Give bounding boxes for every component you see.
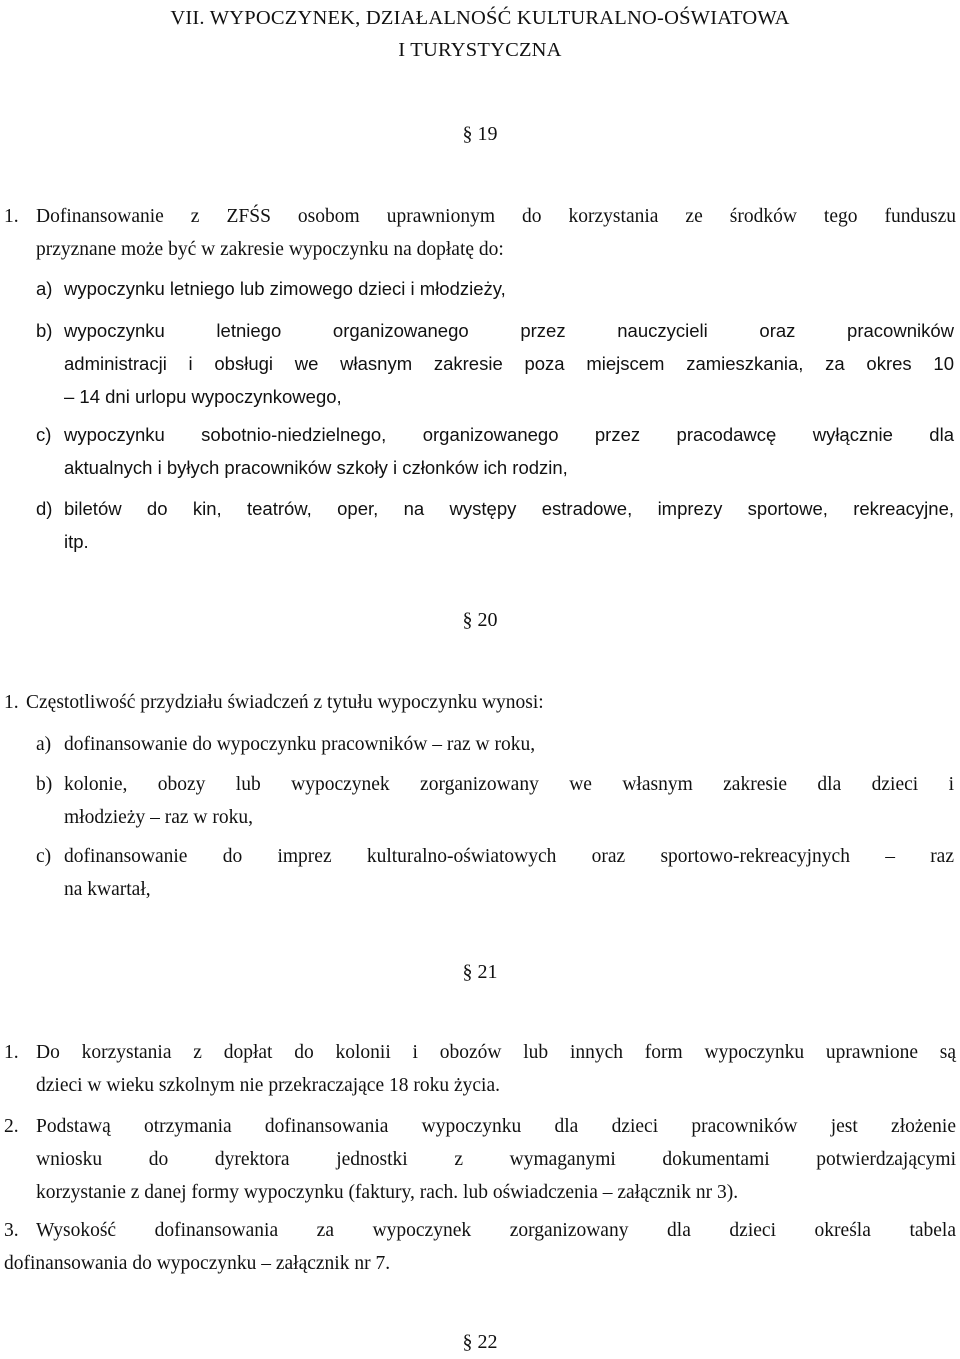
- text-line: wypoczynku letniego organizowanego przez nauczycieli oraz pracowników: [64, 320, 954, 341]
- text-line: dofinansowania do wypoczynku – załącznik nr 7.: [4, 1253, 391, 1274]
- text-line: młodzieży – raz w roku,: [64, 807, 253, 828]
- item-marker: 1.: [4, 206, 19, 227]
- paragraph-mark-19: § 19: [462, 123, 498, 145]
- s19-item-c: [64, 418, 954, 484]
- s20-item-b: [64, 768, 954, 834]
- text-line: dofinansowanie do wypoczynku pracowników – raz w roku,: [64, 734, 536, 755]
- text-line: administracji i obsługi we własnym zakresie poza miejscem zamieszkania, za okres 10: [64, 353, 954, 374]
- s19-item-b: [64, 314, 954, 347]
- s19-item-d: [64, 492, 954, 558]
- text-line: wniosku do dyrektora jednostki z wymaganymi dokumentami potwierdzającymi: [36, 1149, 956, 1170]
- s21-item-3-cont: [4, 1247, 956, 1280]
- text-line: biletów do kin, teatrów, oper, na występy estradowe, imprezy sportowe, rekreacyjne,: [64, 498, 954, 519]
- text-line: Dofinansowanie z ZFŚS osobom uprawnionym do korzystania ze środków tego funduszu: [36, 206, 956, 227]
- item-marker: a): [36, 278, 53, 299]
- s19-item-b-cont: [64, 347, 954, 413]
- item-marker: b): [36, 320, 53, 341]
- s21-item-3: [36, 1214, 956, 1247]
- text-line: Podstawą otrzymania dofinansowania wypoczynku dla dzieci pracowników jest złożenie: [36, 1116, 956, 1137]
- chapter-heading-line-2: I TURYSTYCZNA: [398, 39, 562, 61]
- text-line: – 14 dni urlopu wypoczynkowego,: [64, 386, 342, 407]
- s21-item-1: [36, 1036, 956, 1102]
- item-marker: c): [36, 424, 52, 445]
- text-line: wypoczynku letniego lub zimowego dzieci i młodzieży,: [64, 278, 506, 299]
- chapter-heading: [0, 2, 960, 66]
- item-marker: c): [36, 846, 52, 867]
- text-line: aktualnych i byłych pracowników szkoły i członków ich rodzin,: [64, 457, 568, 478]
- text-line: Wysokość dofinansowania za wypoczynek zorganizowany dla dzieci określa tabela: [36, 1220, 956, 1241]
- paragraph-mark-20: § 20: [462, 609, 498, 631]
- paragraph-mark-21: § 21: [462, 961, 498, 983]
- item-marker: 1.: [4, 1042, 19, 1063]
- text-line: itp.: [64, 531, 89, 552]
- text-line: korzystanie z danej formy wypoczynku (faktury, rach. lub oświadczenia – załącznik nr 3).: [36, 1182, 739, 1203]
- text-line: dofinansowanie do imprez kulturalno-oświatowych oraz sportowo-rekreacyjnych – raz: [64, 846, 954, 867]
- s19-item-a: [64, 272, 954, 305]
- text-line: Do korzystania z dopłat do kolonii i obozów lub innych form wypoczynku uprawnione są: [36, 1042, 956, 1063]
- item-marker: 3.: [4, 1220, 19, 1241]
- item-marker: d): [36, 498, 53, 519]
- s20-item-c: [64, 840, 954, 906]
- s20-item-a: [64, 728, 954, 761]
- item-marker: b): [36, 774, 53, 795]
- text-line: wypoczynku sobotnio-niedzielnego, organizowanego przez pracodawcę wyłącznie dla: [64, 424, 954, 445]
- item-marker: a): [36, 734, 52, 755]
- text-line: kolonie, obozy lub wypoczynek zorganizowany we własnym zakresie dla dzieci i: [64, 774, 954, 795]
- chapter-heading-line-1: VII. WYPOCZYNEK, DZIAŁALNOŚĆ KULTURALNO-OŚWIATOWA: [170, 7, 790, 29]
- s20-item-1: [26, 686, 926, 719]
- text-line: przyznane może być w zakresie wypoczynku na dopłatę do:: [36, 239, 504, 260]
- item-marker: 2.: [4, 1116, 19, 1137]
- text-line: dzieci w wieku szkolnym nie przekraczające 18 roku życia.: [36, 1075, 500, 1096]
- text-line: na kwartał,: [64, 879, 151, 900]
- item-marker: 1.: [4, 692, 19, 713]
- s19-item-1: [36, 200, 956, 266]
- s21-item-2: [36, 1110, 956, 1209]
- text-line: Częstotliwość przydziału świadczeń z tytułu wypoczynku wynosi:: [26, 692, 544, 713]
- paragraph-mark-22: § 22: [462, 1331, 498, 1353]
